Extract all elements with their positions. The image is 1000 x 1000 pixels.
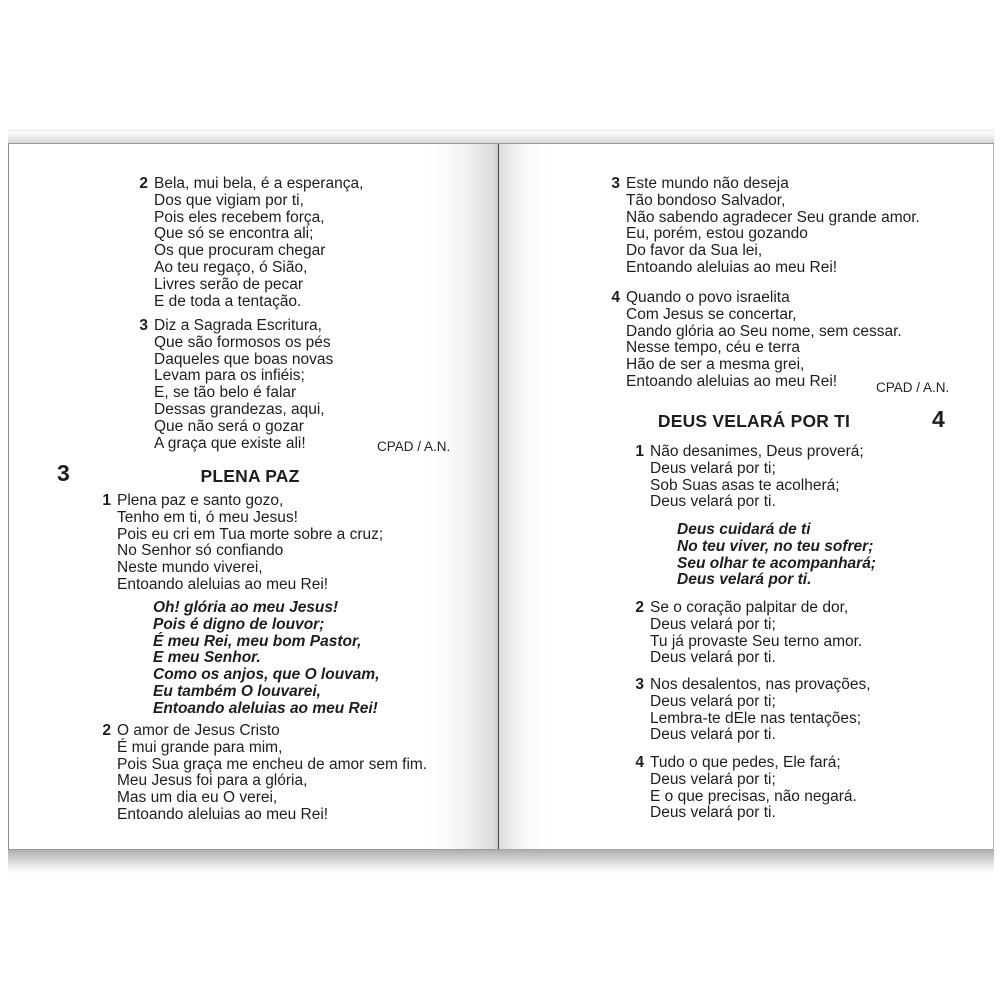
verse-line: Como os anjos, que O louvam, xyxy=(153,666,380,684)
verse-line: Mas um dia eu O verei, xyxy=(117,789,278,807)
verse-line: Se o coração palpitar de dor, xyxy=(650,599,849,616)
right-page xyxy=(499,144,994,850)
verse-line: Eu também O louvarei, xyxy=(153,682,321,700)
verse-line: Entoando aleluias ao meu Rei! xyxy=(626,258,838,276)
verse-line: Deus velará por ti; xyxy=(650,770,776,788)
verse-lines xyxy=(117,493,383,594)
verse-line: Que não será o gozar xyxy=(154,417,304,435)
verse-line: Levam para os infiéis; xyxy=(154,367,305,385)
verse-lines xyxy=(650,600,862,667)
verse-number: 4 xyxy=(635,754,644,771)
verse xyxy=(607,176,920,277)
verse-line: Deus velará por ti. xyxy=(650,804,776,822)
verse-line: Pois é digno de louvor; xyxy=(153,615,325,633)
verse-line: Dando glória ao Seu nome, sem cessar. xyxy=(626,322,902,340)
left-page xyxy=(8,144,499,850)
verse-number: 2 xyxy=(635,599,644,616)
verse-line: Deus velará por ti; xyxy=(650,459,776,477)
verse-lines xyxy=(650,677,871,744)
verse-line: Deus cuidará de ti xyxy=(677,521,811,538)
verse-line: Seu olhar te acompanhará; xyxy=(677,554,876,572)
verse-line: Deus velará por ti; xyxy=(650,692,776,710)
verse-line: Deus velará por ti. xyxy=(650,493,776,511)
verse xyxy=(607,290,902,391)
verse-line: Neste mundo viverei, xyxy=(117,559,263,577)
verse-line: Eu, porém, estou gozando xyxy=(626,225,808,243)
verse-line: Pois Sua graça me encheu de amor sem fim. xyxy=(117,755,428,773)
verse-line: Não sabendo agradecer Seu grande amor. xyxy=(626,208,920,226)
credit: CPAD / A.N. xyxy=(377,439,451,454)
verse-line: Hão de ser a mesma grei, xyxy=(626,356,805,374)
verse-number: 3 xyxy=(139,317,148,334)
chorus xyxy=(677,522,876,589)
verse-number: 3 xyxy=(635,676,644,693)
open-hymnal-book xyxy=(8,130,994,872)
verse-number: 1 xyxy=(102,492,111,509)
verse-line: Tu já provaste Seu terno amor. xyxy=(650,632,863,650)
verse-line: Nos desalentos, nas provações, xyxy=(650,676,871,693)
verse-line: Entoando aleluias ao meu Rei! xyxy=(117,575,329,593)
hymn-title: DEUS VELARÁ POR TI xyxy=(657,411,851,431)
hymn-number: 4 xyxy=(932,406,945,432)
verse-lines xyxy=(117,723,427,824)
verse-lines xyxy=(154,176,363,310)
verse-lines xyxy=(626,176,920,277)
verse-lines xyxy=(626,290,902,391)
verse-line: Bela, mui bela, é a esperança, xyxy=(154,175,364,192)
verse-line: Quando o povo israelita xyxy=(626,289,790,306)
verse-line: Pois eu cri em Tua morte sobre a cruz; xyxy=(117,525,384,543)
verse-line: Livres serão de pecar xyxy=(154,275,304,293)
verse-line: O amor de Jesus Cristo xyxy=(117,722,280,739)
verse-line: Lembra-te dEle nas tentações; xyxy=(650,709,862,727)
verse-line: Entoando aleluias ao meu Rei! xyxy=(117,805,329,823)
verse xyxy=(631,444,864,511)
verse-line: É mui grande para mim, xyxy=(117,738,283,756)
book-top-page-edges xyxy=(8,130,994,144)
verse-line: Com Jesus se concertar, xyxy=(626,305,797,323)
verse-line: Tudo o que pedes, Ele fará; xyxy=(650,754,841,771)
verse-line: É meu Rei, meu bom Pastor, xyxy=(153,632,362,650)
verse-line: Meu Jesus foi para a glória, xyxy=(117,772,308,790)
credit: CPAD / A.N. xyxy=(876,380,950,395)
verse-number: 2 xyxy=(102,722,111,739)
verse-number: 3 xyxy=(611,175,620,192)
verse-line: E meu Senhor. xyxy=(153,649,261,667)
verse-line: Deus velará por ti. xyxy=(650,649,776,667)
verse-line: Deus velará por ti; xyxy=(650,615,776,633)
verse xyxy=(631,600,862,667)
verse-line: Que só se encontra ali; xyxy=(154,225,314,243)
verse-line: No teu viver, no teu sofrer; xyxy=(677,537,874,555)
verse-line: E, se tão belo é falar xyxy=(154,384,297,402)
verse xyxy=(631,677,871,744)
verse-line: Não desanimes, Deus proverá; xyxy=(650,443,864,460)
verse-line: Plena paz e santo gozo, xyxy=(117,492,284,509)
verse-line: Os que procuram chegar xyxy=(154,242,326,260)
verse-line: A graça que existe ali! xyxy=(154,434,306,452)
verse-line: Deus velará por ti. xyxy=(677,571,812,589)
verse-line: Entoando aleluias ao meu Rei! xyxy=(153,699,378,717)
verse-number: 4 xyxy=(611,289,620,306)
hymn-number: 3 xyxy=(57,460,70,486)
chorus xyxy=(153,600,380,718)
verse-lines xyxy=(650,755,857,822)
verse xyxy=(135,318,333,452)
verse-line: E de toda a tentação. xyxy=(154,292,302,310)
verse-line: Este mundo não deseja xyxy=(626,175,789,192)
verse-line: Oh! glória ao meu Jesus! xyxy=(153,599,339,616)
verse-line: Nesse tempo, céu e terra xyxy=(626,339,801,357)
hymn-title: PLENA PAZ xyxy=(200,466,300,486)
book-bottom-shadow xyxy=(8,850,994,874)
verse-line: Pois eles recebem força, xyxy=(154,208,325,226)
verse-line: Daqueles que boas novas xyxy=(154,350,334,368)
verse-line: Deus velará por ti. xyxy=(650,726,776,744)
verse-line: Diz a Sagrada Escritura, xyxy=(154,317,322,334)
verse-line: Que são formosos os pés xyxy=(154,333,331,351)
verse xyxy=(98,493,383,594)
verse-line: Tão bondoso Salvador, xyxy=(626,191,786,209)
verse-line: E o que precisas, não negará. xyxy=(650,787,857,805)
verse-line: Dos que vigiam por ti, xyxy=(154,191,304,209)
verse-line: Do favor da Sua lei, xyxy=(626,242,763,260)
verse-line: No Senhor só confiando xyxy=(117,542,284,560)
verse xyxy=(631,755,857,822)
verse-number: 2 xyxy=(139,175,148,192)
verse-lines xyxy=(154,318,333,452)
verse xyxy=(98,723,427,824)
verse-line: Sob Suas asas te acolherá; xyxy=(650,476,840,494)
verse-line: Entoando aleluias ao meu Rei! xyxy=(626,372,838,390)
verse-line: Tenho em ti, ó meu Jesus! xyxy=(117,508,298,526)
verse-line: Ao teu regaço, ó Sião, xyxy=(154,258,308,276)
verse xyxy=(135,176,363,310)
verse-number: 1 xyxy=(635,443,644,460)
verse-line: Dessas grandezas, aqui, xyxy=(154,400,325,418)
verse-lines xyxy=(650,444,864,511)
